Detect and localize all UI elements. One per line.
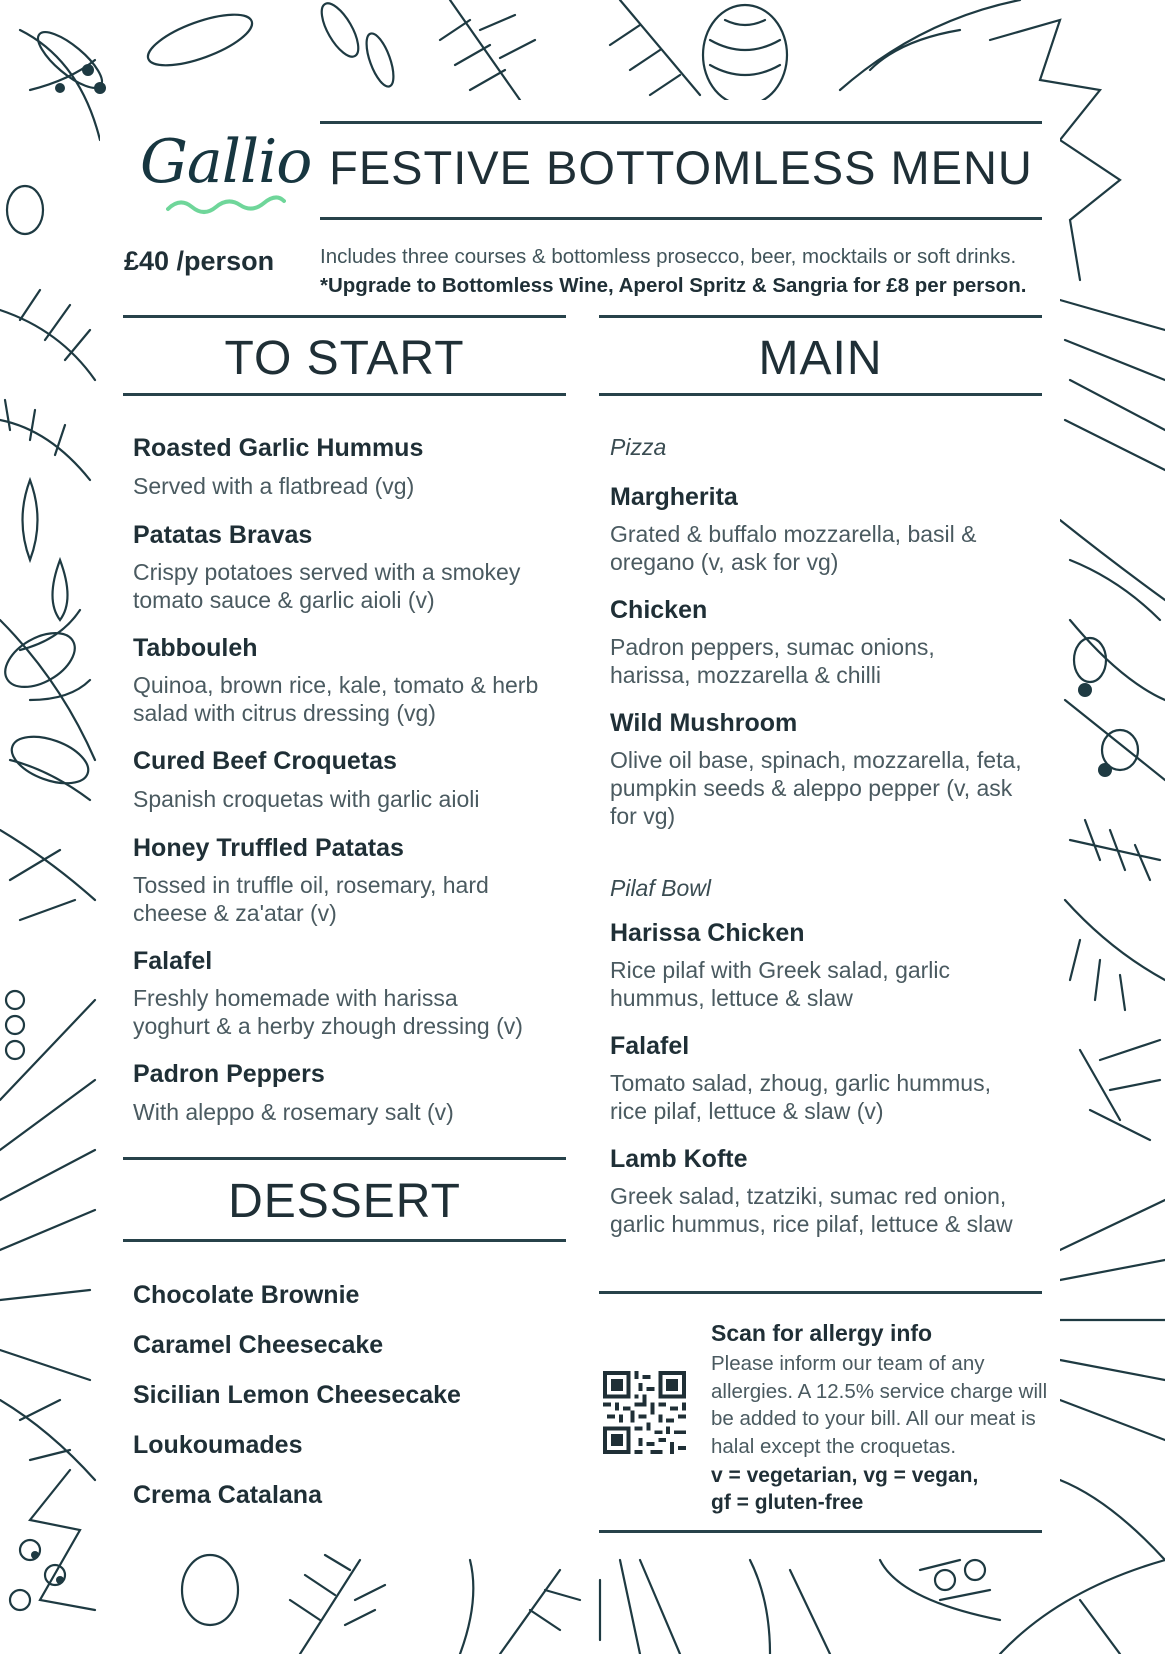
dessert-section-title: DESSERT bbox=[228, 1175, 461, 1228]
main-item-desc: Tomato salad, zhoug, garlic hummus, rice pilaf, lettuce & slaw (v) bbox=[610, 1070, 991, 1124]
main-bottom-rule bbox=[599, 393, 1042, 396]
start-item-desc: Tossed in truffle oil, rosemary, hard cheese & za'atar (v) bbox=[133, 872, 489, 926]
title-bottom-rule bbox=[320, 217, 1042, 220]
includes-note: Includes three courses & bottomless prosecco, beer, mocktails or soft drinks. bbox=[320, 245, 1017, 268]
start-top-rule bbox=[123, 315, 566, 318]
start-item-name: Tabbouleh bbox=[133, 634, 258, 662]
pilaf-subheading: Pilaf Bowl bbox=[610, 875, 711, 901]
main-item-name: Harissa Chicken bbox=[610, 919, 805, 947]
price-per-person: £40 /person bbox=[124, 246, 275, 276]
diet-key-line-2: gf = gluten-free bbox=[711, 1491, 864, 1514]
allergy-qr-code-icon[interactable] bbox=[603, 1371, 686, 1454]
dessert-item: Crema Catalana bbox=[133, 1481, 322, 1509]
main-item-name: Chicken bbox=[610, 596, 708, 624]
logo-wave-icon bbox=[166, 195, 286, 217]
start-bottom-rule bbox=[123, 393, 566, 396]
start-item-desc: Spanish croquetas with garlic aioli bbox=[133, 786, 480, 812]
upgrade-note: *Upgrade to Bottomless Wine, Aperol Spritz & Sangria for £8 per person. bbox=[320, 274, 1027, 297]
main-item-name: Wild Mushroom bbox=[610, 709, 798, 737]
main-item-name: Margherita bbox=[610, 483, 738, 511]
dessert-bottom-rule bbox=[123, 1239, 566, 1242]
start-section-title: TO START bbox=[224, 332, 465, 385]
logo-wordmark: Gallio bbox=[140, 127, 312, 197]
page-title: FESTIVE BOTTOMLESS MENU bbox=[329, 141, 1033, 194]
main-top-rule bbox=[599, 315, 1042, 318]
start-item-name: Falafel bbox=[133, 947, 213, 975]
start-item-name: Roasted Garlic Hummus bbox=[133, 434, 424, 462]
start-item-desc: Quinoa, brown rice, kale, tomato & herb salad with citrus dressing (vg) bbox=[133, 672, 539, 726]
start-item-name: Cured Beef Croquetas bbox=[133, 747, 397, 775]
pizza-subheading: Pizza bbox=[610, 434, 667, 460]
diet-key-line-1: v = vegetarian, vg = vegan, bbox=[711, 1464, 979, 1487]
start-item-name: Padron Peppers bbox=[133, 1060, 325, 1088]
allergy-top-rule bbox=[599, 1291, 1042, 1294]
start-item-name: Patatas Bravas bbox=[133, 521, 313, 549]
gallio-logo bbox=[138, 125, 312, 225]
start-item-desc: Crispy potatoes served with a smokey tomato sauce & garlic aioli (v) bbox=[133, 559, 521, 613]
dessert-top-rule bbox=[123, 1157, 566, 1160]
start-item-desc: With aleppo & rosemary salt (v) bbox=[133, 1099, 454, 1125]
main-item-name: Lamb Kofte bbox=[610, 1145, 748, 1173]
title-top-rule bbox=[320, 121, 1042, 124]
allergy-title: Scan for allergy info bbox=[711, 1320, 933, 1346]
main-item-desc: Grated & buffalo mozzarella, basil & oregano (v, ask for vg) bbox=[610, 521, 977, 575]
main-item-desc: Olive oil base, spinach, mozzarella, feta, pumpkin seeds & aleppo pepper (v, ask for vg) bbox=[610, 747, 1022, 829]
main-item-name: Falafel bbox=[610, 1032, 690, 1060]
main-item-desc: Padron peppers, sumac onions, harissa, mozzarella & chilli bbox=[610, 634, 935, 688]
dessert-item: Caramel Cheesecake bbox=[133, 1331, 384, 1359]
main-item-desc: Greek salad, tzatziki, sumac red onion, garlic hummus, rice pilaf, lettuce & slaw bbox=[610, 1183, 1013, 1237]
allergy-bottom-rule bbox=[599, 1530, 1042, 1533]
main-section-title: MAIN bbox=[758, 332, 883, 385]
start-item-desc: Served with a flatbread (vg) bbox=[133, 473, 415, 499]
dessert-item: Loukoumades bbox=[133, 1431, 303, 1459]
allergy-notice: Please inform our team of any allergies. A 12.5% service charge will be added to your bill. All our meat is halal except the croquetas. bbox=[711, 1352, 1048, 1458]
dessert-item: Chocolate Brownie bbox=[133, 1281, 360, 1309]
dessert-item: Sicilian Lemon Cheesecake bbox=[133, 1381, 461, 1409]
start-item-name: Honey Truffled Patatas bbox=[133, 834, 404, 862]
main-item-desc: Rice pilaf with Greek salad, garlic hummus, lettuce & slaw bbox=[610, 957, 951, 1011]
start-item-desc: Freshly homemade with harissa yoghurt & a herby zhough dressing (v) bbox=[133, 985, 523, 1039]
